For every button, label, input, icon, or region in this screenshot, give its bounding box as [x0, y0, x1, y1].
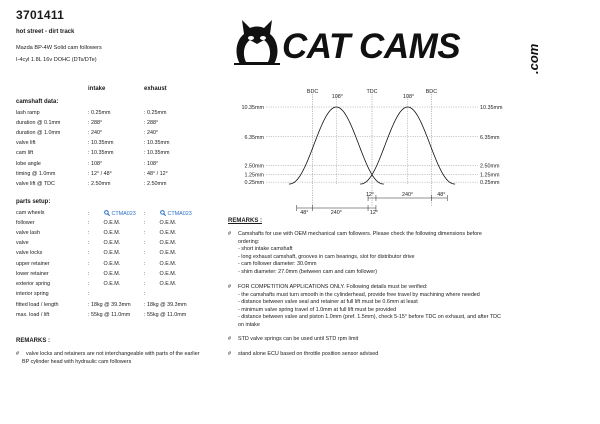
remark-body — [238, 336, 358, 344]
bullet-hash: # — [228, 336, 231, 342]
colon-separator: : — [88, 240, 90, 247]
intake-value-text: : 2.50mm — [88, 180, 111, 187]
colon-separator: : — [144, 220, 146, 227]
timing-marker-label: TDC — [366, 89, 378, 95]
row-label: valve lift — [16, 140, 36, 147]
exhaust-value-text: : 240° — [144, 130, 159, 137]
valve-lift-chart — [230, 84, 530, 224]
intake-value-text: : 55kg @ 11.0mm — [88, 312, 131, 319]
row-label: cam lift — [16, 150, 34, 157]
remark-line: BP cylinder head with hydraulic cam followers — [22, 358, 132, 365]
remark-line: STD valve springs can be used until STD rpm limit — [238, 336, 359, 342]
y-tick-label-left: 6.35mm — [244, 134, 264, 141]
bullet-hash: # — [16, 351, 19, 357]
colon-separator: : — [144, 280, 146, 287]
intake-value — [88, 302, 131, 308]
exhaust-timing-label: 48° — [437, 192, 446, 198]
exhaust-value — [144, 220, 176, 226]
remark-body — [238, 351, 378, 359]
row-label: follower — [16, 220, 35, 227]
row-label: valve — [16, 240, 29, 247]
remark-line: - minimum valve spring travel of 1.0mm at full lift must be provided — [238, 306, 397, 313]
intake-value — [88, 181, 110, 187]
bullet-hash: # — [228, 284, 231, 290]
row-label: lash ramp — [16, 110, 40, 116]
intake-value — [88, 230, 120, 236]
timing-marker-label: BDC — [425, 89, 438, 95]
exhaust-value-text: : 55kg @ 11.0mm — [144, 312, 187, 319]
row-label: valve locks — [16, 250, 43, 257]
remark-line: - shim diameter: 27.0mm (between cam and cam follower) — [238, 268, 378, 275]
exhaust-value-text: O.E.M. — [159, 240, 177, 247]
exhaust-value — [144, 140, 169, 146]
y-tick-label-left: 2.50mm — [244, 163, 264, 170]
exhaust-value — [144, 130, 158, 136]
brand-logo-suffix: .com — [526, 43, 541, 74]
intake-value-text: O.E.M. — [103, 270, 121, 277]
intake-value-text: CTMA023 — [111, 211, 136, 217]
peak-angle-label: 108° — [403, 94, 415, 100]
row-label: cam wheels — [16, 210, 45, 216]
brand-logo-text: CAT CAMS — [282, 27, 461, 66]
row-label: upper retainer — [16, 260, 50, 267]
exhaust-value[interactable] — [144, 210, 192, 217]
exhaust-value — [144, 312, 186, 318]
row-label: valve lift @ TDC — [16, 180, 55, 187]
exhaust-value-text: : 10.35mm — [144, 140, 170, 147]
intake-value — [88, 291, 104, 297]
exhaust-timing-label: 12° — [365, 192, 375, 198]
intake-value-text: : 18kg @ 39.3mm — [88, 302, 131, 308]
y-tick-label-right: 1.25mm — [480, 172, 500, 179]
exhaust-value — [144, 150, 169, 156]
wrench-icon[interactable] — [160, 210, 166, 216]
cat-icon — [232, 14, 282, 66]
camshaft-data-heading: camshaft data: — [16, 99, 59, 105]
exhaust-value-text: O.E.M. — [159, 260, 177, 267]
remark-line: - the camshafts must turn smooth in the cylinderhead, provide free travel by machining where needed — [238, 291, 480, 298]
intake-value — [88, 250, 120, 256]
part-number: 3701411 — [16, 8, 65, 22]
row-label: max. load / lift — [16, 312, 50, 319]
exhaust-value-text: : 0.25mm — [144, 110, 167, 116]
intake-value-text: O.E.M. — [103, 240, 121, 247]
intake-value — [88, 271, 120, 277]
colon-separator: : — [88, 211, 90, 217]
intake-value — [88, 240, 120, 246]
colon-separator: : — [144, 260, 146, 267]
intake-timing-label: 240° — [330, 210, 342, 216]
intake-value — [88, 161, 102, 167]
exhaust-value — [144, 240, 176, 246]
remark-line: - distance between valve and piston 1.0mm (pref. 1.5mm), check 5-15° before TDC on exhaust, and after TDC — [238, 314, 501, 320]
remark-line: - distance between valve seal and retainer at full lift must be 0.6mm at least — [238, 299, 418, 305]
intake-value — [88, 312, 130, 318]
exhaust-column-header: exhaust — [144, 86, 167, 92]
colon-separator: : — [144, 211, 146, 217]
colon-separator: : — [144, 240, 146, 247]
y-tick-label-right: 2.50mm — [480, 163, 500, 170]
row-label: fitted load / length — [16, 302, 59, 308]
colon-separator: : — [88, 220, 90, 227]
colon-separator: : — [88, 260, 90, 267]
remark-note — [16, 351, 231, 366]
exhaust-value-text: : 288° — [144, 120, 159, 127]
colon-separator: : — [144, 290, 146, 297]
colon-separator: : — [144, 230, 146, 237]
remark-body — [238, 284, 501, 329]
row-label: interior spring — [16, 290, 49, 297]
remark-line: valve locks and retainers are not interchangeable with parts of the earlier — [26, 351, 200, 357]
exhaust-value — [144, 281, 176, 287]
intake-value-text: : 108° — [88, 160, 103, 167]
intake-value — [88, 261, 120, 267]
exhaust-value — [144, 120, 158, 126]
colon-separator: : — [144, 270, 146, 277]
remark-note — [228, 284, 588, 329]
colon-separator: : — [88, 230, 90, 237]
remark-line: - short intake camshaft — [238, 246, 293, 252]
intake-value-text: : 288° — [88, 120, 103, 127]
intake-value — [88, 120, 102, 126]
remark-line: FOR COMPETITION APPLICATIONS ONLY. Following details must be verified: — [238, 284, 428, 290]
colon-separator: : — [88, 280, 90, 287]
exhaust-value-text: : 18kg @ 39.3mm — [144, 302, 187, 308]
engine-model: Mazda BP-4W Solid cam followers — [16, 45, 102, 51]
application-subtitle: hot street - dirt track — [16, 29, 75, 35]
colon-separator: : — [88, 270, 90, 277]
exhaust-value-text: CTMA023 — [167, 211, 192, 217]
bullet-hash: # — [228, 231, 231, 237]
exhaust-value-text: O.E.M. — [159, 270, 177, 277]
remark-line: stand alone ECU based on throttle position sensor advised — [238, 351, 379, 357]
remark-line: - long exhaust camshaft, grooves in cam bearings, slot for distributor drive — [238, 253, 415, 260]
exhaust-value — [144, 271, 176, 277]
remark-line: ordering: — [238, 238, 260, 245]
y-tick-label-left: 0.25mm — [244, 180, 264, 187]
exhaust-value-text: : 108° — [144, 160, 159, 167]
row-label: valve lash — [16, 230, 40, 237]
intake-value — [88, 220, 120, 226]
intake-value-text: O.E.M. — [103, 280, 121, 287]
exhaust-value — [144, 230, 176, 236]
left-remarks-heading: REMARKS : — [16, 338, 50, 344]
intake-value-text: O.E.M. — [103, 250, 121, 257]
peak-angle-label: 108° — [331, 94, 343, 100]
intake-value-text: : 10.35mm — [88, 140, 114, 147]
exhaust-value-text: O.E.M. — [159, 230, 177, 237]
exhaust-value-text: : 2.50mm — [144, 180, 167, 187]
row-label: duration @ 0.1mm — [16, 120, 61, 127]
right-remarks-heading: REMARKS : — [228, 218, 262, 224]
intake-value[interactable] — [88, 210, 136, 217]
exhaust-value-text: O.E.M. — [159, 280, 177, 287]
y-tick-label-left: 1.25mm — [244, 172, 264, 179]
remark-note — [228, 231, 588, 276]
intake-value-text: O.E.M. — [103, 260, 121, 267]
exhaust-value — [144, 291, 160, 297]
intake-value — [88, 171, 112, 177]
exhaust-value-text: : 48° / 12° — [144, 170, 168, 177]
remark-body — [238, 231, 482, 276]
row-label: duration @ 1.0mm — [16, 130, 61, 137]
intake-value-text: O.E.M. — [103, 220, 121, 227]
colon-separator: : — [144, 250, 146, 257]
remark-body — [22, 351, 200, 366]
colon-separator: : — [88, 290, 90, 297]
row-label: exterior spring — [16, 280, 51, 287]
y-tick-label-right: 6.35mm — [480, 134, 500, 141]
remark-note — [228, 351, 588, 359]
bullet-hash: # — [228, 351, 231, 357]
y-tick-label-right: 0.25mm — [480, 180, 500, 187]
row-label: timing @ 1.0mm — [16, 170, 56, 177]
remark-line: on intake — [238, 321, 260, 328]
intake-value — [88, 140, 113, 146]
intake-column-header: intake — [88, 86, 106, 92]
intake-value — [88, 130, 102, 136]
intake-value-text: : 240° — [88, 130, 103, 137]
remark-line: Camshafts for use with OEM mechanical cam followers. Please check the following dimensions before — [238, 231, 482, 237]
exhaust-value — [144, 302, 187, 308]
intake-timing-label: 48° — [300, 210, 309, 216]
exhaust-value-text: O.E.M. — [159, 250, 177, 257]
exhaust-value — [144, 261, 176, 267]
exhaust-value-text: : 10.35mm — [144, 150, 170, 157]
intake-value-text: : 12° / 48° — [88, 170, 112, 177]
exhaust-value-text: O.E.M. — [159, 220, 177, 227]
parts-setup-heading: parts setup: — [16, 199, 51, 205]
row-label: lobe angle — [16, 160, 41, 167]
intake-value — [88, 150, 113, 156]
wrench-icon[interactable] — [104, 210, 110, 216]
exhaust-value — [144, 110, 166, 116]
engine-spec: I-4cyl 1.8L 16v DOHC (DTs/DTe) — [16, 57, 97, 63]
exhaust-timing-label: 240° — [402, 192, 414, 198]
row-label: lower retainer — [16, 270, 49, 277]
y-tick-label-left: 10.35mm — [241, 105, 264, 111]
exhaust-value — [144, 181, 166, 187]
y-tick-label-right: 10.35mm — [480, 105, 503, 111]
timing-marker-label: BDC — [306, 89, 319, 95]
exhaust-value — [144, 161, 158, 167]
remark-note — [228, 336, 588, 344]
intake-timing-label: 12° — [369, 210, 379, 216]
intake-value — [88, 281, 120, 287]
exhaust-value — [144, 250, 176, 256]
intake-value-text: : 0.25mm — [88, 110, 111, 116]
colon-separator: : — [88, 250, 90, 257]
intake-value-text: O.E.M. — [103, 230, 121, 237]
exhaust-value — [144, 171, 168, 177]
remark-line: - cam follower diameter: 30.0mm — [238, 261, 317, 267]
intake-value — [88, 110, 110, 116]
intake-value-text: : 10.35mm — [88, 150, 114, 157]
